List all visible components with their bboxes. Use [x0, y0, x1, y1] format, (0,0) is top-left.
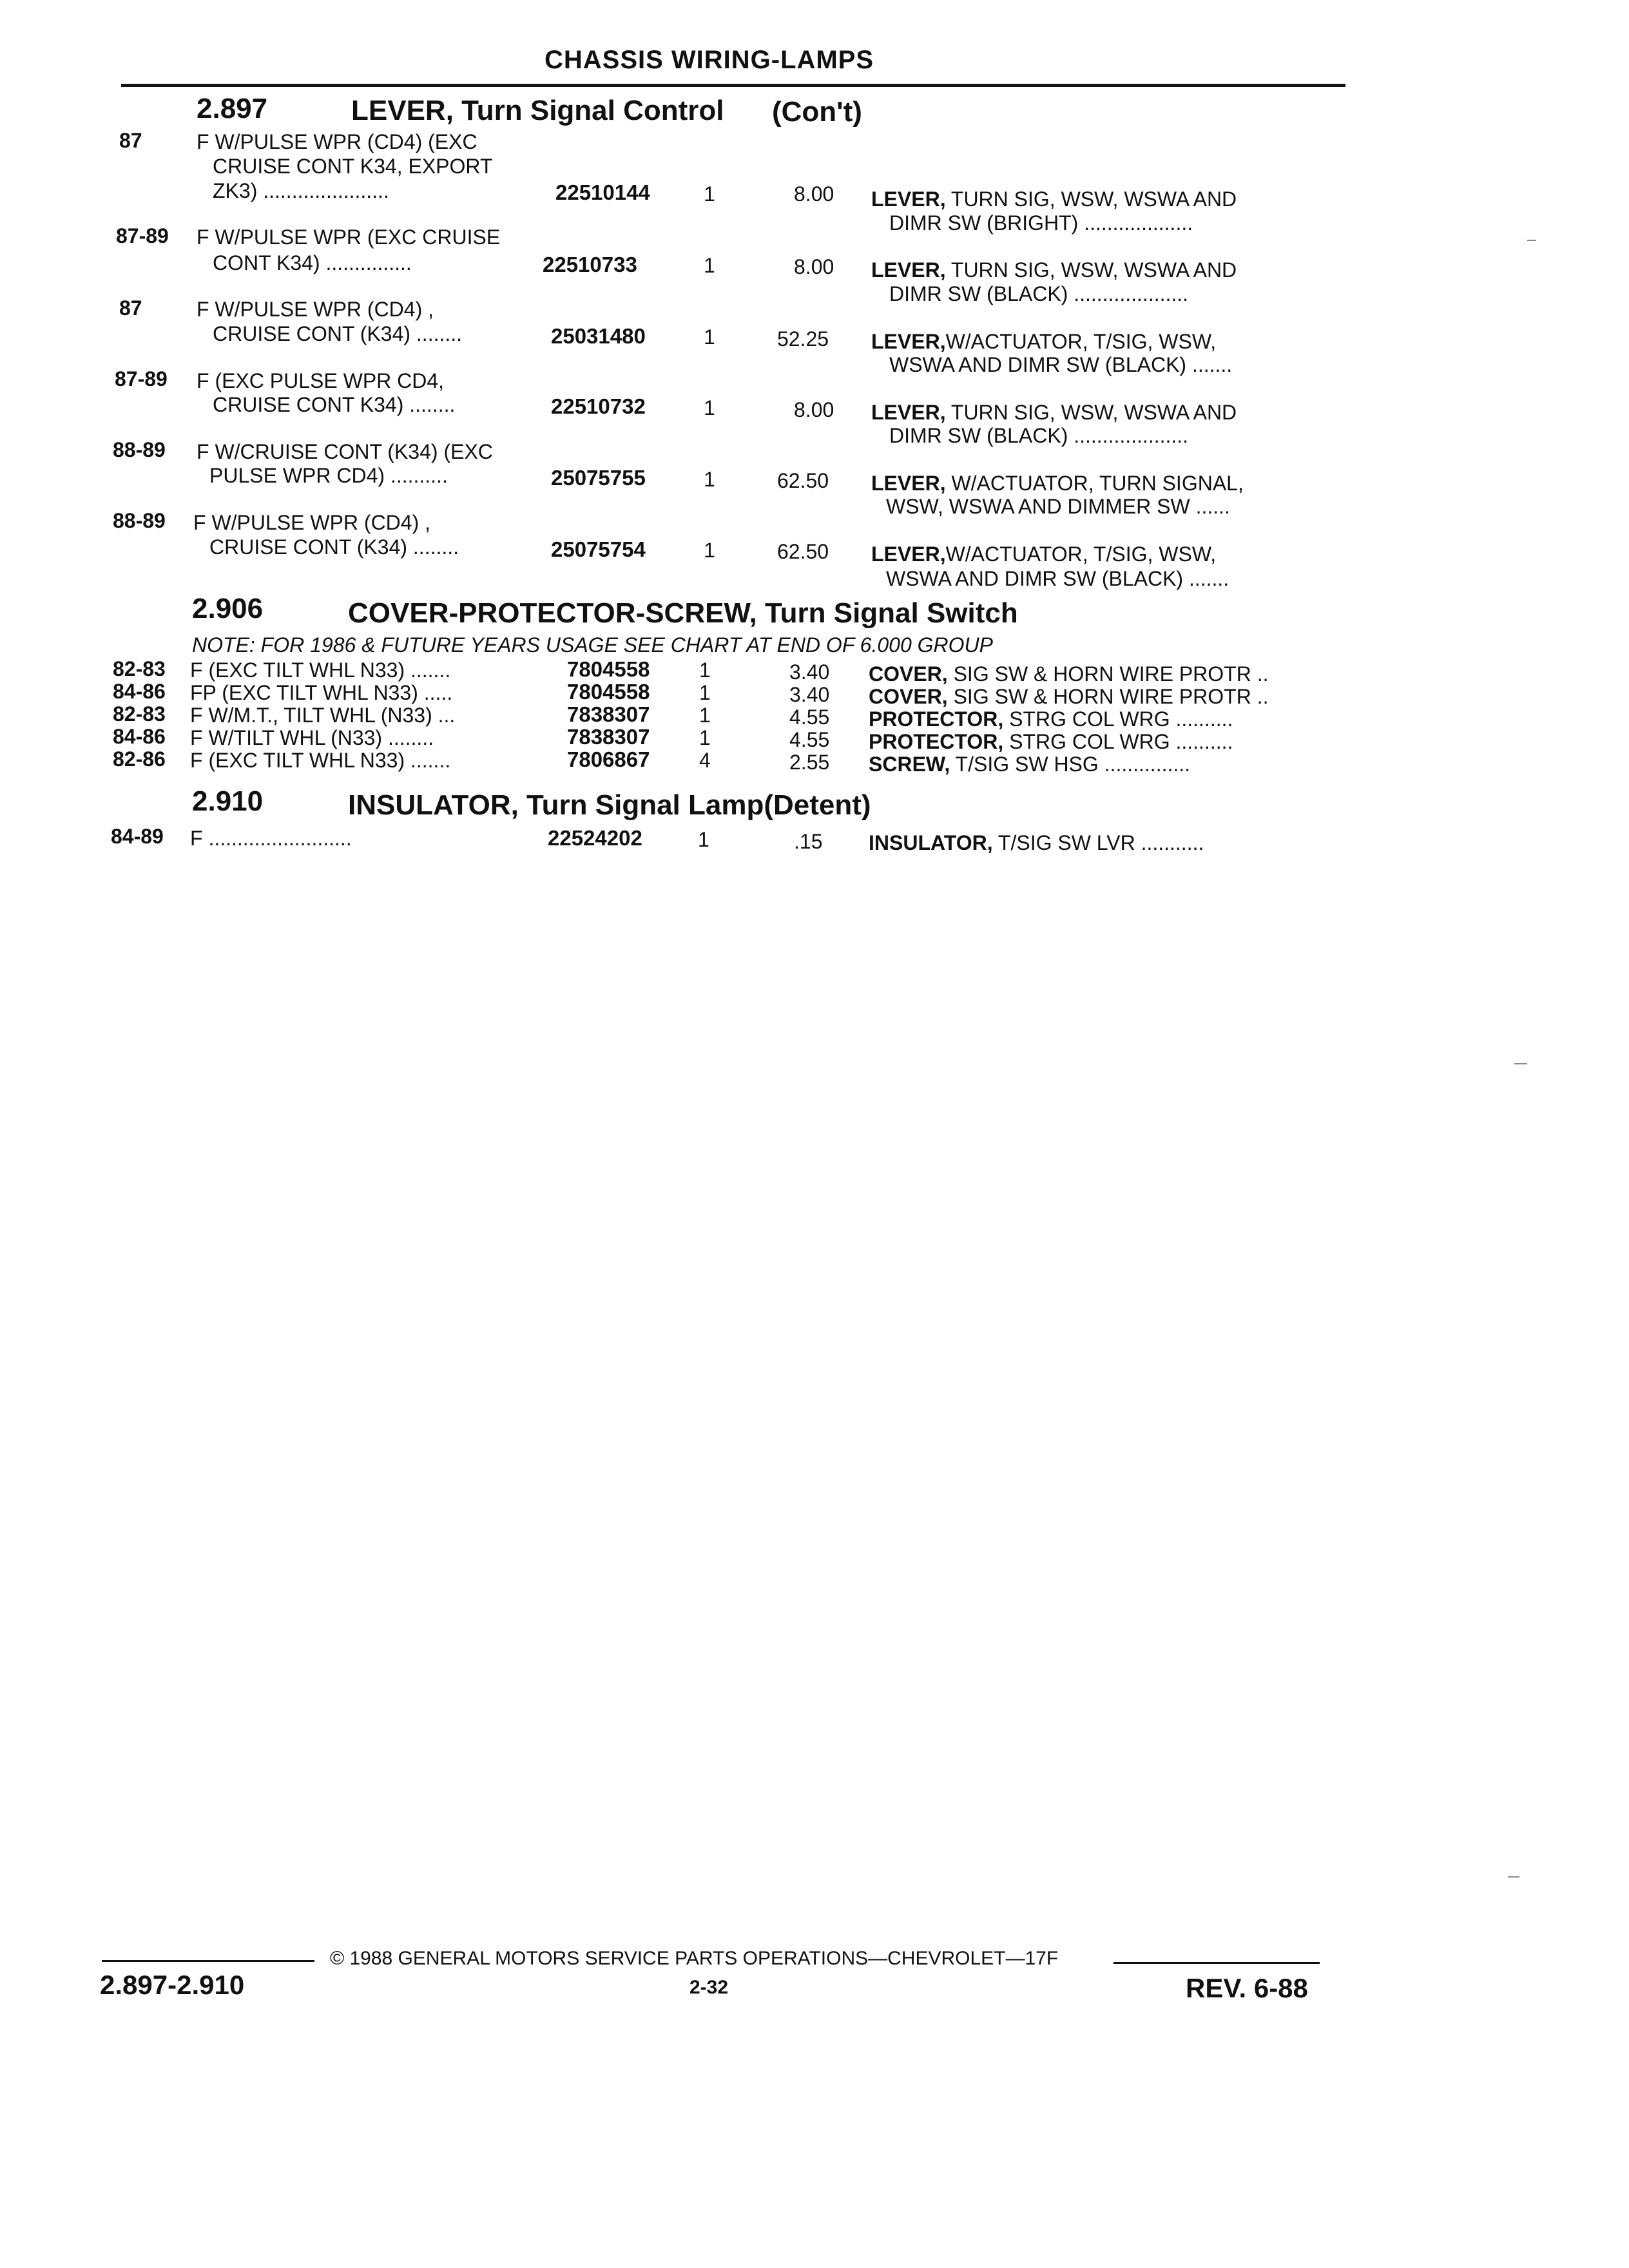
footer-copyright: © 1988 GENERAL MOTORS SERVICE PARTS OPERATIONS—CHEVROLET—17F [330, 1948, 1059, 1969]
part-name-rest: W/ACTUATOR, TURN SIGNAL, [951, 472, 1244, 495]
part-name-rest: W/ACTUATOR, T/SIG, WSW, [945, 543, 1217, 566]
section-note: NOTE: FOR 1986 & FUTURE YEARS USAGE SEE CHART AT END OF 6.000 GROUP [192, 633, 993, 657]
part-name-line2: DIMR SW (BLACK) .................... [889, 424, 1189, 447]
quantity: 1 [699, 681, 711, 704]
quantity: 1 [704, 468, 715, 491]
part-name [871, 189, 1237, 209]
part-name-line2: WSWA AND DIMR SW (BLACK) ....... [886, 567, 1229, 590]
footer-rule-right [1113, 1962, 1320, 1964]
price: 4.55 [789, 706, 830, 729]
quantity: 1 [699, 726, 711, 749]
entry-desc-line: F (EXC PULSE WPR CD4, [197, 369, 445, 392]
part-number: 7806867 [567, 747, 650, 771]
entry-desc-line: CRUISE CONT K34) ........ [213, 393, 456, 416]
entry-desc-line: FP (EXC TILT WHL N33) ..... [190, 681, 453, 704]
part-name-line2: WSWA AND DIMR SW (BLACK) ....... [889, 353, 1233, 376]
entry-years: 82-83 [113, 657, 166, 680]
price: 3.40 [789, 660, 830, 684]
entry-years: 84-86 [113, 725, 166, 748]
entry-desc-line: F W/M.T., TILT WHL (N33) ... [190, 704, 456, 727]
part-name-bold: SCREW, [869, 753, 950, 776]
part-number: 7838307 [567, 702, 650, 726]
part-name [871, 331, 1216, 352]
part-name [869, 709, 1233, 729]
part-name [871, 402, 1237, 423]
quantity: 1 [698, 828, 709, 851]
section-number: 2.910 [192, 785, 264, 817]
part-name-bold: COVER, [869, 685, 948, 708]
part-name-bold: LEVER, [871, 258, 946, 282]
part-name [869, 754, 1190, 774]
entry-desc-line: F W/CRUISE CONT (K34) (EXC [197, 440, 493, 463]
part-number: 25075755 [551, 466, 646, 490]
entry-desc-line: F (EXC TILT WHL N33) ....... [190, 749, 451, 772]
footer-page-number: 2-32 [689, 1977, 729, 1998]
part-name-bold: LEVER, [871, 330, 946, 353]
entry-desc-line: CRUISE CONT (K34) ........ [213, 322, 463, 345]
quantity: 1 [699, 658, 711, 682]
part-number: 7804558 [567, 680, 650, 704]
entry-desc-line: F W/TILT WHL (N33) ........ [190, 726, 434, 749]
part-number: 25031480 [551, 324, 646, 348]
part-name-rest: T/SIG SW LVR ........... [998, 831, 1204, 854]
part-number: 22510732 [551, 394, 646, 418]
entry-years: 84-86 [113, 680, 166, 703]
part-name-rest: TURN SIG, WSW, WSWA AND [950, 258, 1237, 282]
part-name-bold: PROTECTOR, [869, 707, 1004, 731]
entry-desc-line: F W/PULSE WPR (EXC CRUISE [197, 226, 501, 249]
price: 3.40 [789, 683, 830, 706]
quantity: 1 [704, 325, 715, 349]
footer-range: 2.897-2.910 [100, 1970, 245, 2000]
part-name-bold: PROTECTOR, [869, 730, 1004, 753]
entry-years: 82-83 [113, 702, 166, 726]
part-name [871, 260, 1237, 280]
footer-revision: REV. 6-88 [1186, 1973, 1308, 2003]
part-name [869, 731, 1233, 752]
part-name [869, 664, 1268, 684]
part-name-line2: DIMR SW (BLACK) .................... [889, 282, 1189, 305]
part-number: 7804558 [567, 657, 650, 681]
entry-desc-line: CONT K34) ............... [213, 251, 412, 274]
entry-years: 87 [119, 296, 142, 320]
part-number: 22524202 [548, 826, 642, 850]
quantity: 1 [704, 254, 715, 277]
price: 62.50 [777, 540, 829, 563]
part-name-bold: COVER, [869, 662, 948, 686]
part-name-rest: SIG SW & HORN WIRE PROTR .. [953, 685, 1269, 708]
part-name-rest: STRG COL WRG .......... [1009, 730, 1233, 753]
part-name-bold: LEVER, [871, 543, 946, 566]
part-name [869, 686, 1268, 707]
price: 4.55 [789, 728, 830, 751]
part-name-rest: SIG SW & HORN WIRE PROTR .. [953, 662, 1269, 686]
entry-desc-line: CRUISE CONT K34, EXPORT [213, 155, 493, 178]
part-name-rest: T/SIG SW HSG ............... [955, 753, 1191, 776]
part-name-line2: DIMR SW (BRIGHT) ................... [889, 211, 1193, 235]
part-number: 22510733 [543, 253, 637, 276]
footer-rule-left [102, 1960, 314, 1962]
entry-desc-line: F W/PULSE WPR (CD4) (EXC [197, 130, 477, 153]
part-name-line2: WSW, WSWA AND DIMMER SW ...... [886, 495, 1230, 518]
entry-desc-line: ZK3) ...................... [213, 179, 389, 202]
section-title: INSULATOR, Turn Signal Lamp(Detent) [348, 789, 871, 821]
entry-years: 87-89 [116, 224, 169, 247]
part-number: 22510144 [555, 180, 650, 204]
price: 8.00 [794, 398, 834, 421]
part-name-bold: LEVER, [871, 472, 946, 495]
entry-desc-line: CRUISE CONT (K34) ........ [209, 535, 459, 559]
entry-years: 88-89 [113, 509, 166, 532]
section-title: LEVER, Turn Signal Control [351, 95, 724, 126]
part-name [869, 832, 1204, 853]
entry-years: 82-86 [113, 747, 166, 771]
price: 8.00 [794, 182, 834, 206]
price: .15 [794, 830, 823, 853]
part-number: 7838307 [567, 725, 650, 749]
entry-desc-line: F W/PULSE WPR (CD4) , [193, 511, 431, 534]
page-header-title: CHASSIS WIRING-LAMPS [545, 46, 874, 74]
margin-mark [1508, 1876, 1519, 1878]
quantity: 1 [704, 182, 715, 206]
entry-years: 84-89 [111, 825, 164, 848]
section-number: 2.906 [192, 593, 264, 624]
quantity: 4 [699, 749, 711, 772]
part-name-rest: TURN SIG, WSW, WSWA AND [950, 401, 1237, 424]
margin-mark [1527, 240, 1536, 241]
part-number: 25075754 [551, 537, 646, 561]
section-title: COVER-PROTECTOR-SCREW, Turn Signal Switch [348, 597, 1018, 629]
header-rule [121, 84, 1345, 87]
quantity: 1 [699, 704, 711, 727]
entry-desc-line: F (EXC TILT WHL N33) ....... [190, 658, 451, 682]
quantity: 1 [704, 539, 715, 562]
entry-desc-line: F ......................... [190, 827, 352, 850]
quantity: 1 [704, 396, 715, 419]
part-name-rest: TURN SIG, WSW, WSWA AND [950, 187, 1237, 211]
price: 8.00 [794, 255, 834, 278]
price: 2.55 [789, 751, 830, 774]
part-name-bold: INSULATOR, [869, 831, 993, 854]
part-name-bold: LEVER, [871, 187, 946, 211]
section-suffix: (Con't) [772, 96, 862, 128]
entry-desc-line: F W/PULSE WPR (CD4) , [197, 298, 434, 321]
price: 52.25 [777, 327, 829, 351]
price: 62.50 [777, 469, 829, 492]
part-name-rest: STRG COL WRG .......... [1009, 707, 1233, 731]
entry-desc-line: PULSE WPR CD4) .......... [209, 464, 448, 487]
section-number: 2.897 [197, 93, 268, 124]
margin-mark [1514, 1063, 1527, 1064]
entry-years: 87 [119, 129, 142, 152]
entry-years: 87-89 [115, 367, 168, 390]
entry-years: 88-89 [113, 438, 166, 461]
part-name [871, 544, 1216, 564]
part-name [871, 473, 1244, 494]
part-name-bold: LEVER, [871, 401, 946, 424]
part-name-rest: W/ACTUATOR, T/SIG, WSW, [945, 330, 1217, 353]
